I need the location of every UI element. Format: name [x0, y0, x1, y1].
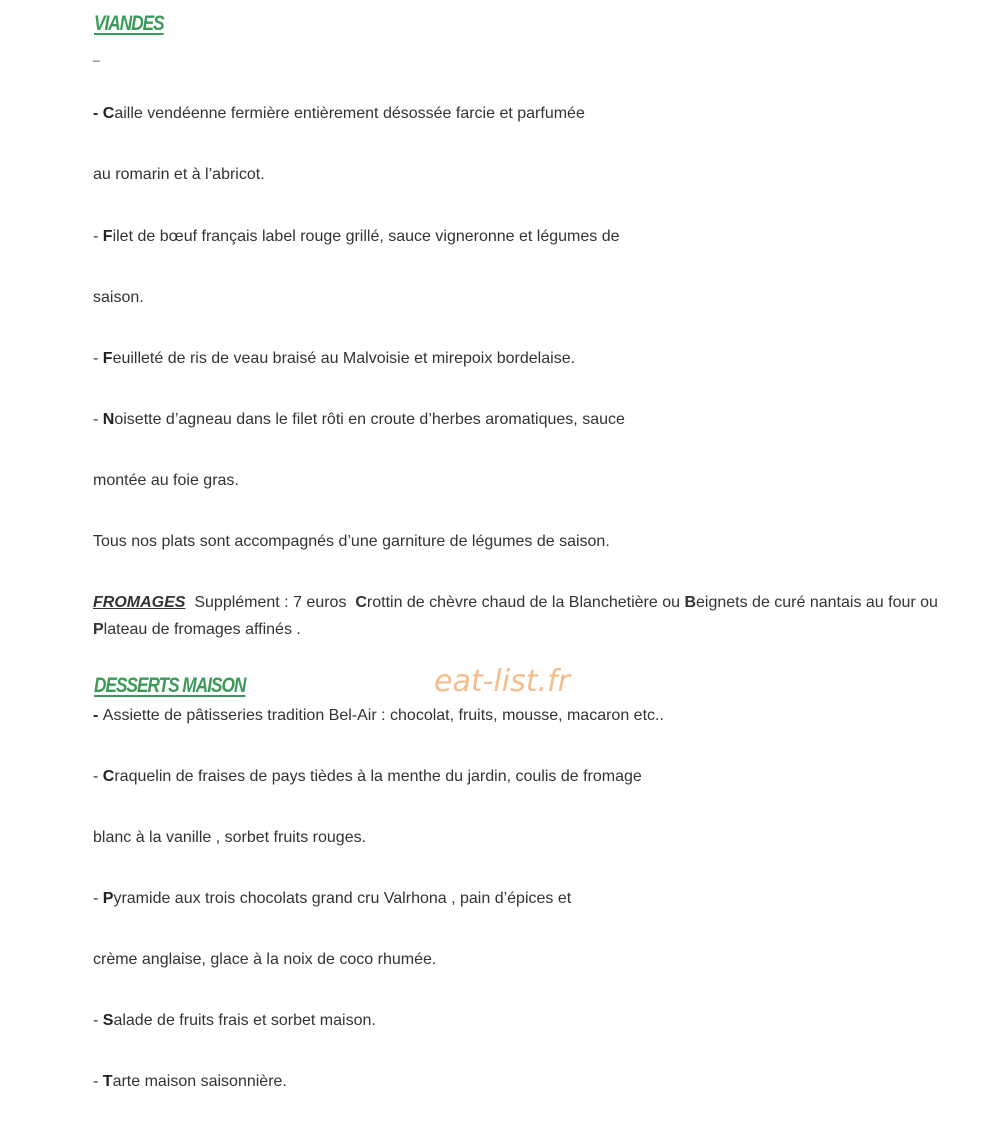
desserts-item-assiette: [93, 706, 664, 726]
item-initial: F: [102, 350, 113, 367]
desserts-item-pyramide-cont: crème anglaise, glace à la noix de coco rhumée.: [93, 951, 437, 968]
item-initial: C: [355, 594, 367, 611]
item-dash: -: [93, 1012, 103, 1029]
item-initial: P: [93, 621, 104, 638]
viandes-item-noisette: [93, 410, 625, 430]
item-text: lateau de fromages affinés .: [103, 621, 301, 638]
viandes-garniture-note: Tous nos plats sont accompagnés d’une garniture de légumes de saison.: [93, 533, 610, 550]
desserts-item-craquelin-cont: blanc à la vanille , sorbet fruits rouges.: [93, 829, 367, 846]
item-initial: N: [102, 411, 115, 428]
desserts-item-craquelin: [93, 767, 642, 787]
viandes-item-noisette-cont: montée au foie gras.: [93, 472, 239, 489]
viandes-item-caille: [93, 104, 585, 124]
item-text: raquelin de fraises de pays tièdes à la menthe du jardin, coulis de fromage: [114, 768, 642, 785]
item-dash: -: [93, 768, 103, 785]
viandes-item-caille-cont: au romarin et à l’abricot.: [93, 166, 265, 183]
item-dash: -: [93, 228, 103, 245]
item-initial: T: [102, 1073, 113, 1090]
item-dash: -: [93, 105, 103, 122]
stray-underscore: _: [93, 48, 100, 62]
item-dash: -: [93, 1073, 103, 1090]
viandes-item-filet-cont: saison.: [93, 289, 144, 306]
item-dash: -: [93, 890, 103, 907]
fromages-label: FROMAGES: [93, 594, 186, 611]
item-text: eignets de curé nantais au four ou: [696, 594, 938, 611]
fromages-supplement: Supplément : 7 euros: [185, 594, 356, 611]
item-initial: C: [102, 105, 115, 122]
item-initial: F: [102, 228, 113, 245]
item-initial: P: [102, 890, 114, 907]
item-text: ilet de bœuf français label rouge grillé, sauce vigneronne et légumes de: [112, 228, 620, 245]
viandes-heading: VIANDES: [94, 12, 164, 35]
item-dash: -: [93, 707, 103, 724]
viandes-item-filet: [93, 227, 620, 247]
viandes-item-feuillete: [93, 349, 575, 369]
desserts-heading: DESSERTS MAISON: [94, 674, 246, 697]
item-text: Assiette de pâtisseries tradition Bel-Air : chocolat, fruits, mousse, macaron etc..: [102, 707, 664, 724]
item-text: arte maison saisonnière.: [112, 1073, 287, 1090]
item-dash: -: [93, 350, 103, 367]
item-text: oisette d’agneau dans le filet rôti en croute d’herbes aromatiques, sauce: [114, 411, 625, 428]
watermark-logo: eat-list.fr: [434, 664, 570, 699]
fromages-paragraph: [93, 589, 943, 643]
item-initial: B: [684, 594, 696, 611]
item-text: yramide aux trois chocolats grand cru Valrhona , pain d’épices et: [113, 890, 572, 907]
desserts-item-tarte: [93, 1072, 287, 1092]
item-text: rottin de chèvre chaud de la Blanchetière ou: [366, 594, 685, 611]
item-text: alade de fruits frais et sorbet maison.: [113, 1012, 376, 1029]
item-dash: -: [93, 411, 103, 428]
item-text: euilleté de ris de veau braisé au Malvoisie et mirepoix bordelaise.: [112, 350, 576, 367]
item-text: aille vendéenne fermière entièrement désossée farcie et parfumée: [114, 105, 585, 122]
desserts-item-salade: [93, 1011, 376, 1031]
item-initial: S: [102, 1012, 114, 1029]
desserts-item-pyramide: [93, 889, 571, 909]
item-initial: C: [102, 768, 115, 785]
